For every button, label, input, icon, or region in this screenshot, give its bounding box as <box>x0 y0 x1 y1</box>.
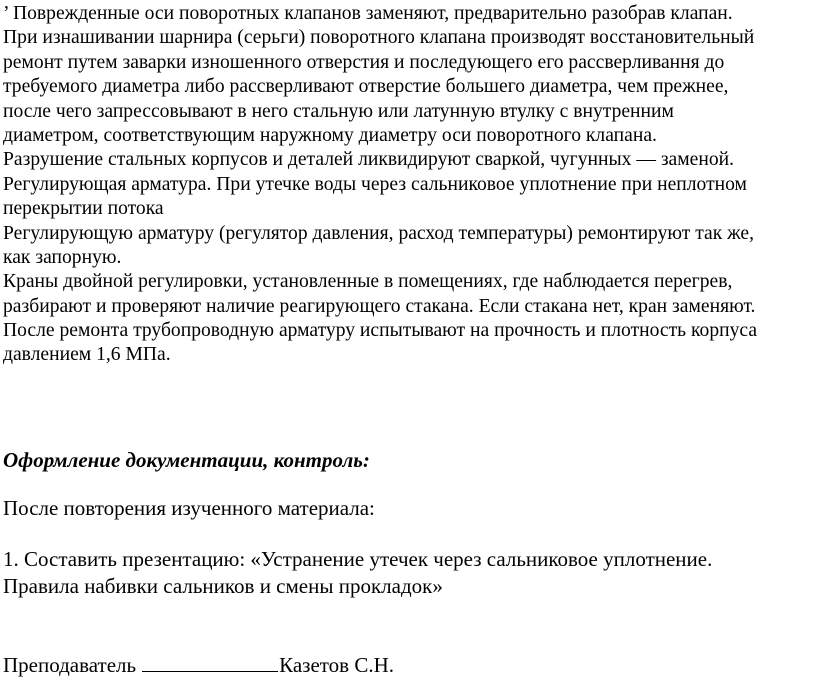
signature-name: Казетов С.Н. <box>279 653 395 677</box>
task-line: Правила набивки сальников и смены прокладок» <box>3 573 443 598</box>
task-item <box>3 546 712 599</box>
body-line: давлением 1,6 МПа. <box>3 344 171 366</box>
body-line: как запорную. <box>3 246 122 268</box>
signature-blank <box>142 653 278 672</box>
signature-line <box>3 652 394 679</box>
body-line: после чего запрессовывают в него стальную или латунную втулку с внутренним <box>3 100 674 122</box>
body-line: ’ Поврежденные оси поворотных клапанов заменяют, предварительно разобрав клапан. <box>3 3 733 24</box>
body-line: После ремонта трубопроводную арматуру испытывают на прочность и плотность корпуса <box>3 320 758 342</box>
body-text <box>3 2 813 368</box>
section-heading: Оформление документации, контроль: <box>3 448 370 472</box>
body-line: Разрушение стальных корпусов и деталей ликвидируют сваркой, чугунных — заменой. <box>3 149 735 171</box>
signature-label: Преподаватель <box>3 653 137 677</box>
body-line: диаметром, соответствующим наружному диаметру оси поворотного клапана. <box>3 124 657 146</box>
body-line: перекрытии потока <box>3 198 164 220</box>
body-line: разбирают и проверяют наличие реагирующего стакана. Если стакана нет, кран заменяют. <box>3 295 756 317</box>
task-line: 1. Составить презентацию: «Устранение утечек через сальниковое уплотнение. <box>3 547 713 571</box>
body-line: Краны двойной регулировки, установленные в помещениях, где наблюдается перегрев, <box>3 271 733 293</box>
body-line: Регулирующую арматуру (регулятор давления, расход температуры) ремонтируют так же, <box>3 222 755 244</box>
body-line: Регулирующая арматура. При утечке воды через сальниковое уплотнение при неплотном <box>3 173 747 195</box>
body-line: При изнашивании шарнира (серьги) поворотного клапана производят восстановительный <box>3 27 755 49</box>
body-line: ремонт путем заварки изношенного отверстия и последующего его рассверливання до <box>3 51 725 73</box>
body-line: требуемого диаметра либо рассверливают отверстие большего диаметра, чем прежнее, <box>3 76 729 98</box>
after-repeat-text: После повторения изученного материала: <box>3 496 375 520</box>
